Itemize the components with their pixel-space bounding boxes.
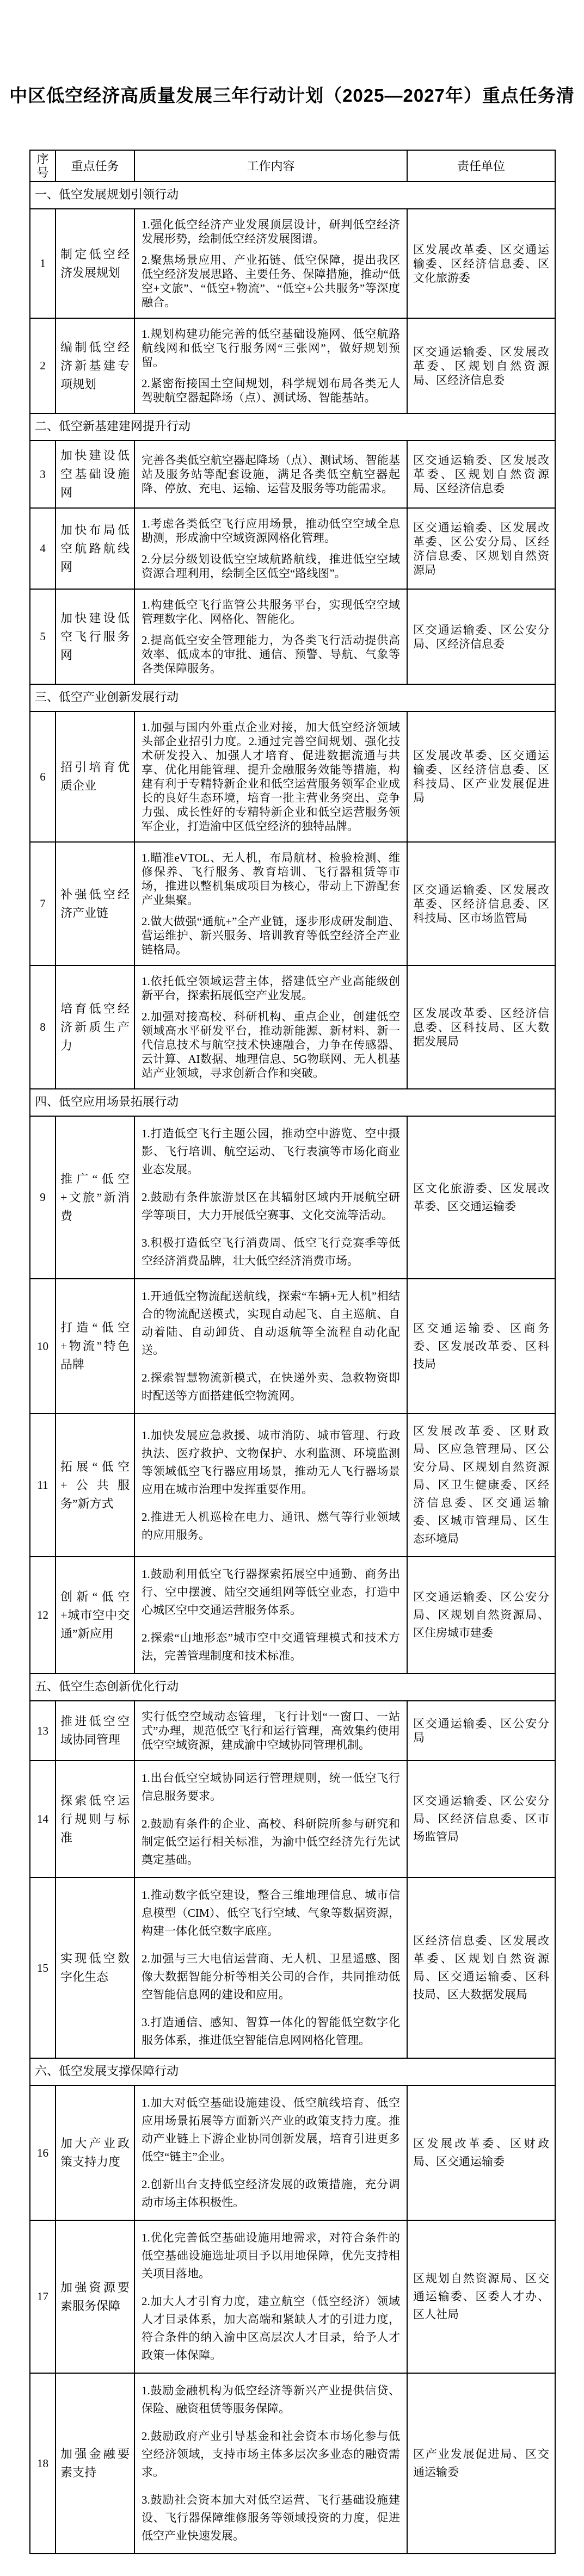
responsible-unit: 区发展改革委、区财政局、区应急管理局、区公安分局、区规划自然资源局、区卫生健康委、区经济信息委、区交通运输委、区城市管理局、区生态环境局: [407, 1414, 555, 1557]
work-content: [134, 318, 407, 413]
work-content-item: 2.聚焦场景应用、产业拓链、低空保障，提出我区低空经济发展思路、主要任务、保障措施，推动“低空+文旅”、“低空+物流”、“低空+公共服务”等深度融合。: [142, 253, 400, 309]
work-content-item: 1.出台低空空域协同运行管理规则，统一低空飞行信息服务要求。: [142, 1772, 400, 1803]
work-content-item: 2.分层分级划设低空空域航路航线，推进低空空域资源合理利用，绘制全区低空“路线图”。: [142, 553, 400, 580]
responsible-unit: 区规划自然资源局、区交通运输委、区委人才办、区人社局: [407, 2220, 555, 2373]
work-content-item: 1.优化完善低空基础设施用地需求，对符合条件的低空基础设施选址项目予以用地保障，优先支持相关项目落地。: [142, 2231, 400, 2280]
work-content: [134, 1116, 407, 1279]
work-content-item: 1.鼓励利用低空飞行器探索拓展空中通勤、商务出行、空中摆渡、陆空交通组网等低空业态，打造中心城区空中交通运营服务体系。: [142, 1568, 400, 1617]
work-content-item: 1.构建低空飞行监管公共服务平台，实现低空空域管理数字化、网格化、智能化。: [142, 598, 400, 626]
work-content: [134, 1761, 407, 1878]
task-row: [30, 1116, 555, 1279]
work-content: [134, 842, 407, 965]
work-content: [134, 2220, 407, 2373]
work-content-item: 2.鼓励政府产业引导基金和社会资本市场化参与低空经济领域，支持市场主体多层次多业态的融资需求。: [142, 2430, 400, 2479]
work-content: [134, 589, 407, 684]
work-content: [134, 2085, 407, 2220]
responsible-unit: 区产业发展促进局、区交通运输委: [407, 2373, 555, 2554]
task-row: [30, 1279, 555, 1414]
work-content: [134, 508, 407, 589]
work-content-item: 完善各类低空航空器起降场（点）、测试场、智能基站及服务站等配套设施，满足各类低空航空器起降、停放、充电、运输、运营及服务等功能需求。: [142, 454, 400, 495]
work-content-item: 1.打造低空飞行主题公园，推动空中游览、空中摄影、飞行培训、航空运动、飞行表演等市场化商业业态发展。: [142, 1127, 400, 1176]
serial-number: 16: [30, 2085, 56, 2220]
header-work-content: 工作内容: [134, 150, 407, 182]
key-task-name: 拓展“低空+公共服务”新方式: [56, 1414, 134, 1557]
work-content-item: 2.做大做强“通航+”全产业链，逐步形成研发制造、营运维护、新兴服务、培训教育等低空经济全产业链格局。: [142, 915, 400, 956]
work-content: [134, 1279, 407, 1414]
header-key-task: 重点任务: [56, 150, 134, 182]
serial-number: 7: [30, 842, 56, 965]
work-content: [134, 441, 407, 508]
section-row: [30, 684, 555, 711]
key-task-name: 加强金融要素支持: [56, 2373, 134, 2554]
section-title: 三、低空产业创新发展行动: [30, 684, 555, 711]
responsible-unit: 区交通运输委、区公安分局: [407, 1701, 555, 1761]
task-row: [30, 711, 555, 842]
header-serial-number: 序号: [30, 150, 56, 182]
serial-number: 12: [30, 1557, 56, 1674]
work-content-item: 1.加大对低空基础设施建设、低空航线培育、低空应用场景拓展等方面新兴产业的政策支持力度。推动产业链上下游企业协同创新发展，培育引进更多低空“链主”企业。: [142, 2096, 400, 2163]
serial-number: 10: [30, 1279, 56, 1414]
work-content-item: 2.加强与三大电信运营商、无人机、卫星遥感、图像大数据智能分析等相关公司的合作，共同推动低空智能信息网的建设和应用。: [142, 1952, 400, 2001]
responsible-unit: 区发展改革委、区交通运输委、区经济信息委、区科技局、区产业发展促进局: [407, 711, 555, 842]
task-row: [30, 1761, 555, 1878]
work-content: [134, 1878, 407, 2058]
key-task-name: 打造“低空+物流”特色品牌: [56, 1279, 134, 1414]
section-row: [30, 413, 555, 441]
key-task-name: 实现低空数字化生态: [56, 1878, 134, 2058]
work-content: [134, 965, 407, 1089]
serial-number: 18: [30, 2373, 56, 2554]
work-content-item: 2.探索“山地形态”城市空中交通管理模式和技术方法，完善管理制度和技术标准。: [142, 1631, 400, 1662]
task-row: [30, 441, 555, 508]
serial-number: 6: [30, 711, 56, 842]
work-content-item: 3.鼓励社会资本加大对低空运营、飞行基础设施建设、飞行器保障维修服务等领域投资的力度，促进低空产业快速发展。: [142, 2493, 400, 2542]
responsible-unit: 区经济信息委、区发展改革委、区规划自然资源局、区交通运输委、区科技局、区大数据发展局: [407, 1878, 555, 2058]
document-title: 中区低空经济高质量发展三年行动计划（2025—2027年）重点任务清: [9, 85, 575, 106]
header-responsible-unit: 责任单位: [407, 150, 555, 182]
key-task-name: 编制低空经济新基建专项规划: [56, 318, 134, 413]
responsible-unit: 区交通运输委、区发展改革委、区公安分局、区经济信息委、区规划自然资源局: [407, 508, 555, 589]
serial-number: 8: [30, 965, 56, 1089]
serial-number: 13: [30, 1701, 56, 1761]
key-task-name: 加快建设低空基础设施网: [56, 441, 134, 508]
responsible-unit: 区交通运输委、区发展改革委、区规划自然资源局、区经济信息委: [407, 318, 555, 413]
serial-number: 14: [30, 1761, 56, 1878]
work-content-item: 1.鼓励金融机构为低空经济等新兴产业提供信贷、保险、融资租赁等服务保障。: [142, 2384, 400, 2415]
serial-number: 4: [30, 508, 56, 589]
serial-number: 15: [30, 1878, 56, 2058]
work-content-item: 2.提高低空安全管理能力，为各类飞行活动提供高效率、低成本的审批、通信、预警、导航、气象等各类保障服务。: [142, 634, 400, 675]
serial-number: 2: [30, 318, 56, 413]
serial-number: 1: [30, 209, 56, 318]
work-content-item: 2.鼓励有条件的企业、高校、科研院所参与研究和制定低空运行相关标准，为渝中低空经济先行先试奠定基础。: [142, 1817, 400, 1866]
section-title: 四、低空应用场景拓展行动: [30, 1089, 555, 1116]
responsible-unit: 区文化旅游委、区发展改革委、区交通运输委: [407, 1116, 555, 1279]
key-task-name: 推进低空空域协同管理: [56, 1701, 134, 1761]
work-content-item: 2.探索智慧物流新模式，在快递外卖、急救物资即时配送等方面搭建低空物流网。: [142, 1371, 400, 1402]
task-row: [30, 318, 555, 413]
work-content-item: 2.加大人才引育力度，建立航空（低空经济）领域人才目录体系，加大高端和紧缺人才的引进力度，符合条件的纳入渝中区高层次人才目录，给予人才政策一体保障。: [142, 2295, 400, 2362]
task-row: [30, 1878, 555, 2058]
key-task-name: 推广“低空+文旅”新消费: [56, 1116, 134, 1279]
task-row: [30, 965, 555, 1089]
serial-number: 3: [30, 441, 56, 508]
work-content-item: 1.推动数字低空建设，整合三维地理信息、城市信息模型（CIM）、低空飞行空域、气象等数据资源，构建一体化低空数字底座。: [142, 1888, 400, 1937]
work-content-item: 1.开通低空物流配送航线，探索“车辆+无人机”相结合的物流配送模式，实现自动起飞、自主巡航、自动着陆、自动卸货、自动返航等全流程自动化配送。: [142, 1290, 400, 1357]
responsible-unit: 区交通运输委、区公安分局、区经济信息委: [407, 589, 555, 684]
work-content: [134, 2373, 407, 2554]
task-row: [30, 1414, 555, 1557]
table-header-row: [30, 150, 555, 182]
work-content-item: 实行低空空域动态管理，飞行计划“一窗口、一站式”办理，规范低空飞行和运行管理，高效集约使用低空空域资源，建成渝中空域协同管理机制。: [142, 1710, 400, 1751]
responsible-unit: 区发展改革委、区财政局、区交通运输委: [407, 2085, 555, 2220]
task-row: [30, 2085, 555, 2220]
section-row: [30, 182, 555, 209]
section-title: 二、低空新基建建网提升行动: [30, 413, 555, 441]
responsible-unit: 区交通运输委、区发展改革委、区规划自然资源局、区经济信息委: [407, 441, 555, 508]
task-row: [30, 209, 555, 318]
section-title: 五、低空生态创新优化行动: [30, 1674, 555, 1701]
key-task-name: 探索低空运行规则与标准: [56, 1761, 134, 1878]
serial-number: 11: [30, 1414, 56, 1557]
section-row: [30, 2058, 555, 2085]
key-task-name: 培育低空经济新质生产力: [56, 965, 134, 1089]
key-task-name: 加强资源要素服务保障: [56, 2220, 134, 2373]
key-task-name: 创新“低空+城市空中交通”新应用: [56, 1557, 134, 1674]
key-task-name: 加快建设低空飞行服务网: [56, 589, 134, 684]
key-tasks-table: [29, 150, 556, 2554]
work-content: [134, 209, 407, 318]
serial-number: 17: [30, 2220, 56, 2373]
key-task-name: 制定低空经济发展规划: [56, 209, 134, 318]
work-content-item: 1.瞄准eVTOL、无人机，布局航材、检验检测、维修保养、飞行服务、教育培训、飞行器租赁等市场，推进以整机集成项目为核心，带动上下游配套产业集聚。: [142, 851, 400, 907]
task-row: [30, 1557, 555, 1674]
serial-number: 9: [30, 1116, 56, 1279]
task-row: [30, 1701, 555, 1761]
work-content-item: 1.考虑各类低空飞行应用场景，推动低空空域全息勘测，形成渝中空域资源网格化管理。: [142, 517, 400, 544]
work-content-item: 1.加强与国内外重点企业对接，加大低空经济领域头部企业招引力度。2.通过完善空间规划、强化技术研发投入、加强人才培育、促进数据流通与共享、优化用能管理、提升金融服务效能等措施，构建有利于专精特新企业和低空运营服务领军企业成长的良好生态环境，培育一批主营业务突出、竞争力强、成长性好的专精特新企业和低空运营服务领军企业，打造渝中区低空经济的独特品牌。: [142, 721, 400, 833]
task-row: [30, 2220, 555, 2373]
serial-number: 5: [30, 589, 56, 684]
work-content-item: 2.鼓励有条件旅游景区在其辐射区域内开展航空研学等项目，大力开展低空赛事、文化交流等活动。: [142, 1191, 400, 1222]
work-content: [134, 711, 407, 842]
section-title: 一、低空发展规划引领行动: [30, 182, 555, 209]
section-title: 六、低空发展支撑保障行动: [30, 2058, 555, 2085]
responsible-unit: 区交通运输委、区公安分局、区规划自然资源局、区住房城市建委: [407, 1557, 555, 1674]
work-content-item: 2.创新出台支持低空经济发展的政策措施，充分调动市场主体积极性。: [142, 2178, 400, 2209]
work-content-item: 1.强化低空经济产业发展顶层设计，研判低空经济发展形势，绘制低空经济发展图谱。: [142, 218, 400, 245]
work-content: [134, 1701, 407, 1761]
key-task-name: 加大产业政策支持力度: [56, 2085, 134, 2220]
task-row: [30, 508, 555, 589]
work-content: [134, 1557, 407, 1674]
responsible-unit: 区交通运输委、区发展改革委、区经济信息委、区科技局、区市场监管局: [407, 842, 555, 965]
work-content-item: 2.紧密衔接国土空间规划，科学规划布局各类无人驾驶航空器起降场（点）、测试场、智能基站。: [142, 377, 400, 404]
task-row: [30, 589, 555, 684]
work-content-item: 3.打造通信、感知、智算一体化的智能低空数字化服务体系，推进低空智能信息网网格化管理。: [142, 2016, 400, 2047]
responsible-unit: 区交通运输委、区商务委、区发展改革委、区科技局: [407, 1279, 555, 1414]
work-content-item: 3.积极打造低空飞行消费周、低空飞行竞赛季等低空经济消费品牌，壮大低空经济消费市场。: [142, 1236, 400, 1267]
task-row: [30, 2373, 555, 2554]
work-content-item: 1.规划构建功能完善的低空基础设施网、低空航路航线网和低空飞行服务网“三张网”，做好规划预留。: [142, 327, 400, 369]
task-row: [30, 842, 555, 965]
work-content: [134, 1414, 407, 1557]
key-task-name: 加快布局低空航路航线网: [56, 508, 134, 589]
section-row: [30, 1674, 555, 1701]
key-task-name: 补强低空经济产业链: [56, 842, 134, 965]
responsible-unit: 区发展改革委、区交通运输委、区经济信息委、区文化旅游委: [407, 209, 555, 318]
work-content-item: 2.推进无人机巡检在电力、通讯、燃气等行业领域的应用服务。: [142, 1510, 400, 1541]
section-row: [30, 1089, 555, 1116]
responsible-unit: 区交通运输委、区公安分局、区经济信息委、区市场监管局: [407, 1761, 555, 1878]
document-page: [0, 82, 584, 2554]
work-content-item: 2.加强对接高校、科研机构、重点企业，创建低空领域高水平研发平台，推动新能源、新材料、新一代信息技术与航空技术快速融合，力争在传感器、云计算、AI数据、地理信息、5G物联网、无人机基站产业领域，寻求创新合作和突破。: [142, 1010, 400, 1080]
key-task-name: 招引培育优质企业: [56, 711, 134, 842]
work-content-item: 1.依托低空领域运营主体，搭建低空产业高能级创新平台，探索拓展低空产业发展。: [142, 975, 400, 1002]
work-content-item: 1.加快发展应急救援、城市消防、城市管理、行政执法、医疗救护、文物保护、水利监测、环境监测等领域低空飞行器应用场景，推动无人飞行器场景应用在城市治理中发挥重要作用。: [142, 1428, 400, 1496]
responsible-unit: 区发展改革委、区经济信息委、区科技局、区大数据发展局: [407, 965, 555, 1089]
